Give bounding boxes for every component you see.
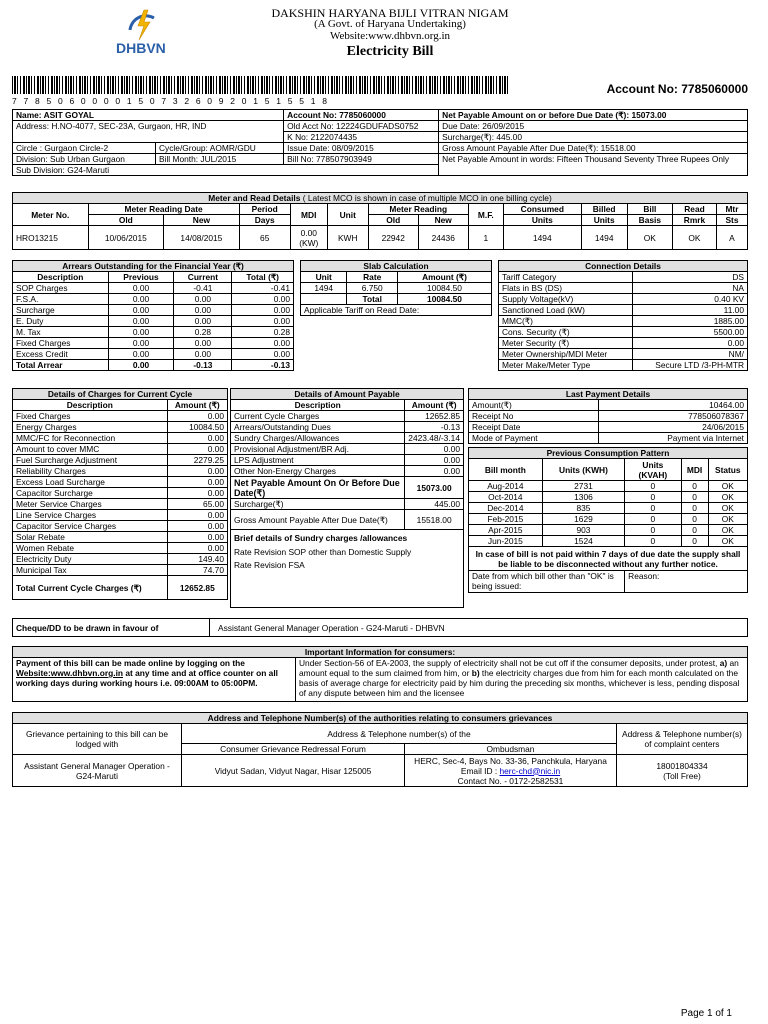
consumption-row: Jun-2015 1524 0 0 OK [469, 536, 748, 547]
connection-row: Meter Make/Meter Type Secure LTD /3-PH-MTR [499, 360, 748, 371]
last-payment-row: Receipt Date 24/06/2015 [469, 422, 748, 433]
due-date: Due Date: 26/09/2015 [439, 121, 748, 132]
charge-row: Women Rebate 0.00 [13, 543, 228, 554]
consumption-row: Dec-2014 835 0 0 OK [469, 503, 748, 514]
connection-row: Meter Security (₹) 0.00 [499, 338, 748, 349]
connection-row: Meter Ownership/MDI Meter NM/ [499, 349, 748, 360]
sundry-title: Brief details of Sundry charges /allowances [234, 533, 408, 543]
k-number: K No: 2122074435 [284, 132, 439, 143]
arrears-row: M. Tax 0.00 0.28 0.28 [13, 327, 294, 338]
consumer-address: Address: H.NO-4077, SEC-23A, Gurgaon, HR, IND [13, 121, 284, 143]
consumer-account: Account No: 7785060000 [284, 110, 439, 121]
grievance-table: Address and Telephone Number(s) of the authorities relating to consumers grievances Grievance pertaining to this bill can be lodged with Address & Telephone number(s) of the Address & Telephone number(s) of complaint centers Consumer Grievance Redressal Forum Ombudsman Assistant General Manager Operation - G24-Maruti Vidyut Sadan, Vidyut Nagar, Hisar 125005 HERC, Sec-4, Bays No. 33-36, Panchkula, Haryana Email ID : herc-chd@nic.in Contact No. - 0172-2582531 18001804334 (Toll Free) [12, 712, 748, 787]
consumer-name: Name: ASIT GOYAL [13, 110, 284, 121]
logo-text: DHBVN [116, 40, 166, 56]
account-number-header: Account No: 7785060000 [606, 82, 748, 96]
charge-row: Excess Load Surcharge 0.00 [13, 477, 228, 488]
meter-row: HRO13215 10/06/2015 14/08/2015 65 0.00 (KW) KWH 22942 24436 1 1494 1494 OK OK A [13, 226, 748, 250]
charge-row: Line Service Charges 0.00 [13, 510, 228, 521]
surcharge-header: Surcharge(₹): 445.00 [439, 132, 748, 143]
issue-date: Issue Date: 08/09/2015 [284, 143, 439, 154]
payable-row: Arrears/Outstanding Dues -0.13 [231, 422, 464, 433]
old-account: Old Acct No: 12224GDUFADS0752 [284, 121, 439, 132]
payable-row: LPS Adjustment 0.00 [231, 455, 464, 466]
connection-details-table: Connection Details Tariff Category DS Flats in BS (DS) NA Supply Voltage(kV) 0.40 KV Sanctioned Load (kW) 11.00 MMC(₹) 1885.00 Cons. Security (₹) 5500.00 Meter Security (₹) 0.00 Meter Ownership/MDI Meter NM/ Meter Make/Meter Type Secure LTD /3-PH-MTR [498, 260, 748, 371]
herc-email-link[interactable]: herc-chd@nic.in [499, 765, 561, 776]
charge-row: Meter Service Charges 65.00 [13, 499, 228, 510]
bill-month: Bill Month: JUL/2015 [156, 154, 284, 165]
consumption-row: Apr-2015 903 0 0 OK [469, 525, 748, 536]
consumption-row: Aug-2014 2731 0 0 OK [469, 481, 748, 492]
org-website: Website:www.dhbvn.org.in [329, 30, 451, 42]
net-payable-header: Net Payable Amount on or before Due Date (₹): 15073.00 [439, 110, 748, 121]
circle: Circle : Gurgaon Circle-2 [13, 143, 156, 154]
connection-row: MMC(₹) 1885.00 [499, 316, 748, 327]
current-charges-table: Details of Charges for Current Cycle Description Amount (₹) Fixed Charges 0.00 Energy Charges 10084.50 MMC/FC for Reconnection 0.00 Amount to cover MMC 0.00 Fuel Surcharge Adjustment 2279.25 Reliability Charges 0.00 Excess Load Surcharge 0.00 Capacitor Surcharge 0.00 Meter Service Charges 65.00 Line Service Charges 0.00 Capacitor Service Charges 0.00 Solar Rebate 0.00 Women Rebate 0.00 Electricity Duty 149.40 Municipal Tax 74.70 Total Current Cycle Charges (₹) 12652.85 [12, 388, 228, 600]
last-payment-row: Receipt No 778506078367 [469, 411, 748, 422]
org-subtitle: (A Govt. of Haryana Undertaking) [314, 18, 466, 30]
charge-row: Fixed Charges 0.00 [13, 411, 228, 422]
amount-payable-table: Details of Amount Payable Description Amount (₹) Current Cycle Charges 12652.85 Arrears/Outstanding Dues -0.13 Sundry Charges/Allowances 2423.48/-3.14 Provisional Adjustment/BR Adj. 0.00 LPS Adjustment 0.00 Other Non-Energy Charges 0.00 Net Payable Amount On Or Before Due Date(₹) 15073.00 Surcharge(₹) 445.00 Gross Amount Payable After Due Date(₹) 15518.00 Brief details of Sundry charges /allowances Rate Revision SOP other than Domestic Supply Rate Revision FSA [230, 388, 464, 608]
arrears-row: Excess Credit 0.00 0.00 0.00 [13, 349, 294, 360]
page-title: Electricity Bill [346, 44, 434, 59]
cycle-group: Cycle/Group: AOMR/GDU [156, 143, 284, 154]
payable-row: Current Cycle Charges 12652.85 [231, 411, 464, 422]
arrears-row: E. Duty 0.00 0.00 0.00 [13, 316, 294, 327]
charge-row: Municipal Tax 74.70 [13, 565, 228, 576]
barcode [12, 76, 510, 94]
sub-division: Sub Division: G24-Maruti [13, 165, 439, 176]
last-payment-row: Amount(₹) 10464.00 [469, 400, 748, 411]
disconnection-warning: In case of bill is not paid within 7 days of due date the supply shall be liable to be disconnected without any further notice. [469, 547, 748, 571]
amount-in-words: Net Payable Amount in words: Fifteen Thousand Seventy Three Rupees Only [439, 154, 748, 176]
connection-row: Cons. Security (₹) 5500.00 [499, 327, 748, 338]
charge-row: Amount to cover MMC 0.00 [13, 444, 228, 455]
cheque-table: Cheque/DD to be drawn in favour of Assistant General Manager Operation - G24-Maruti - DHBVN [12, 618, 748, 637]
payable-row: Sundry Charges/Allowances 2423.48/-3.14 [231, 433, 464, 444]
division: Division: Sub Urban Gurgaon [13, 154, 156, 165]
consumption-table: Previous Consumption Pattern Bill month Units (KWH) Units (KVAH) MDI Status Aug-2014 2731 0 0 OK Oct-2014 1306 0 0 OK Dec-2014 835 0 0 OK Feb-2015 1629 0 0 OK Apr-2015 903 0 0 OK Jun-2015 1524 0 0 OK In case of bill is not paid within 7 days of due date the supply shall be liable to be disconnected without any further notice. Date from which bill other than "OK" is being issued: Reason: [468, 447, 748, 593]
connection-row: Tariff Category DS [499, 272, 748, 283]
charge-row: Reliability Charges 0.00 [13, 466, 228, 477]
connection-row: Supply Voltage(kV) 0.40 KV [499, 294, 748, 305]
arrears-row: Surcharge 0.00 0.00 0.00 [13, 305, 294, 316]
page-number: Page 1 of 1 [680, 1008, 732, 1019]
consumption-row: Oct-2014 1306 0 0 OK [469, 492, 748, 503]
charge-row: Capacitor Service Charges 0.00 [13, 521, 228, 532]
charge-row: Fuel Surcharge Adjustment 2279.25 [13, 455, 228, 466]
consumer-info-table [12, 109, 748, 176]
arrears-row: SOP Charges 0.00 -0.41 -0.41 [13, 283, 294, 294]
charge-row: Solar Rebate 0.00 [13, 532, 228, 543]
charge-row: Electricity Duty 149.40 [13, 554, 228, 565]
gross-after-due: Gross Amount Payable After Due Date(₹): 15518.00 [439, 143, 748, 154]
org-name: DAKSHIN HARYANA BIJLI VITRAN NIGAM [271, 6, 509, 20]
connection-row: Sanctioned Load (kW) 11.00 [499, 305, 748, 316]
connection-row: Flats in BS (DS) NA [499, 283, 748, 294]
barcode-digits: 7 7 8 5 0 6 0 0 0 0 1 5 0 7 3 2 6 0 9 2 0 1 5 1 5 5 1 8 [12, 96, 330, 106]
charge-row: Energy Charges 10084.50 [13, 422, 228, 433]
arrears-row: Fixed Charges 0.00 0.00 0.00 [13, 338, 294, 349]
slab-calculation-table: Slab Calculation Unit Rate Amount (₹) 1494 6.750 10084.50 Total 10084.50 Applicable Tariff on Read Date: [300, 260, 492, 316]
meter-details-title: Meter and Read Details ( Latest MCO is shown in case of multiple MCO in one billing cycle) [13, 193, 748, 204]
dhbvn-website-link[interactable]: Website:www.dhbvn.org.in [16, 668, 124, 678]
last-payment-table: Last Payment Details Amount(₹) 10464.00 Receipt No 778506078367 Receipt Date 24/06/2015 Mode of Payment Payment via Internet [468, 388, 748, 444]
important-info-table: Important Information for consumers: Payment of this bill can be made online by logging on the Website:www.dhbvn.org.in at any time and at office counter on all working days during working hours i.e. 09:00AM to 05:00PM. Under Section-56 of EA-2003, the supply of electricity shall not be cut off if the consumer deposits, under protest, a) an amount equal to the sum claimed from him, or b) the electricity charges due from him for each month calculated on the basis of average charge for electricity paid by him during the preceding six months, whichever is less, pending disposal of any dispute between him and the licensee [12, 646, 748, 702]
arrears-table: Arrears Outstanding for the Financial Year (₹) Description Previous Current Total (₹) SOP Charges 0.00 -0.41 -0.41 F.S.A. 0.00 0.00 0.00 Surcharge 0.00 0.00 0.00 E. Duty 0.00 0.00 0.00 M. Tax 0.00 0.28 0.28 Fixed Charges 0.00 0.00 0.00 Excess Credit 0.00 0.00 0.00 Total Arrear 0.00 -0.13 -0.13 [12, 260, 294, 371]
consumption-row: Feb-2015 1629 0 0 OK [469, 514, 748, 525]
bill-number: Bill No: 778507903949 [284, 154, 439, 165]
arrears-row: F.S.A. 0.00 0.00 0.00 [13, 294, 294, 305]
charge-row: MMC/FC for Reconnection 0.00 [13, 433, 228, 444]
last-payment-row: Mode of Payment Payment via Internet [469, 433, 748, 444]
payable-row: Other Non-Energy Charges 0.00 [231, 466, 464, 477]
payable-row: Provisional Adjustment/BR Adj. 0.00 [231, 444, 464, 455]
charge-row: Capacitor Surcharge 0.00 [13, 488, 228, 499]
meter-details-table: Meter and Read Details ( Latest MCO is shown in case of multiple MCO in one billing cycle) Meter No. Meter Reading Date Period MDI Unit Meter Reading M.F. Consumed Billed Bill Read Mtr Old New Days Old New Units Units Basis Rmrk Sts HRO13215 10/06/2015 14/08/2015 65 0.00 (KW) KWH 22942 24436 1 1494 1494 OK OK A [12, 192, 748, 250]
dhbvn-logo [112, 8, 172, 60]
